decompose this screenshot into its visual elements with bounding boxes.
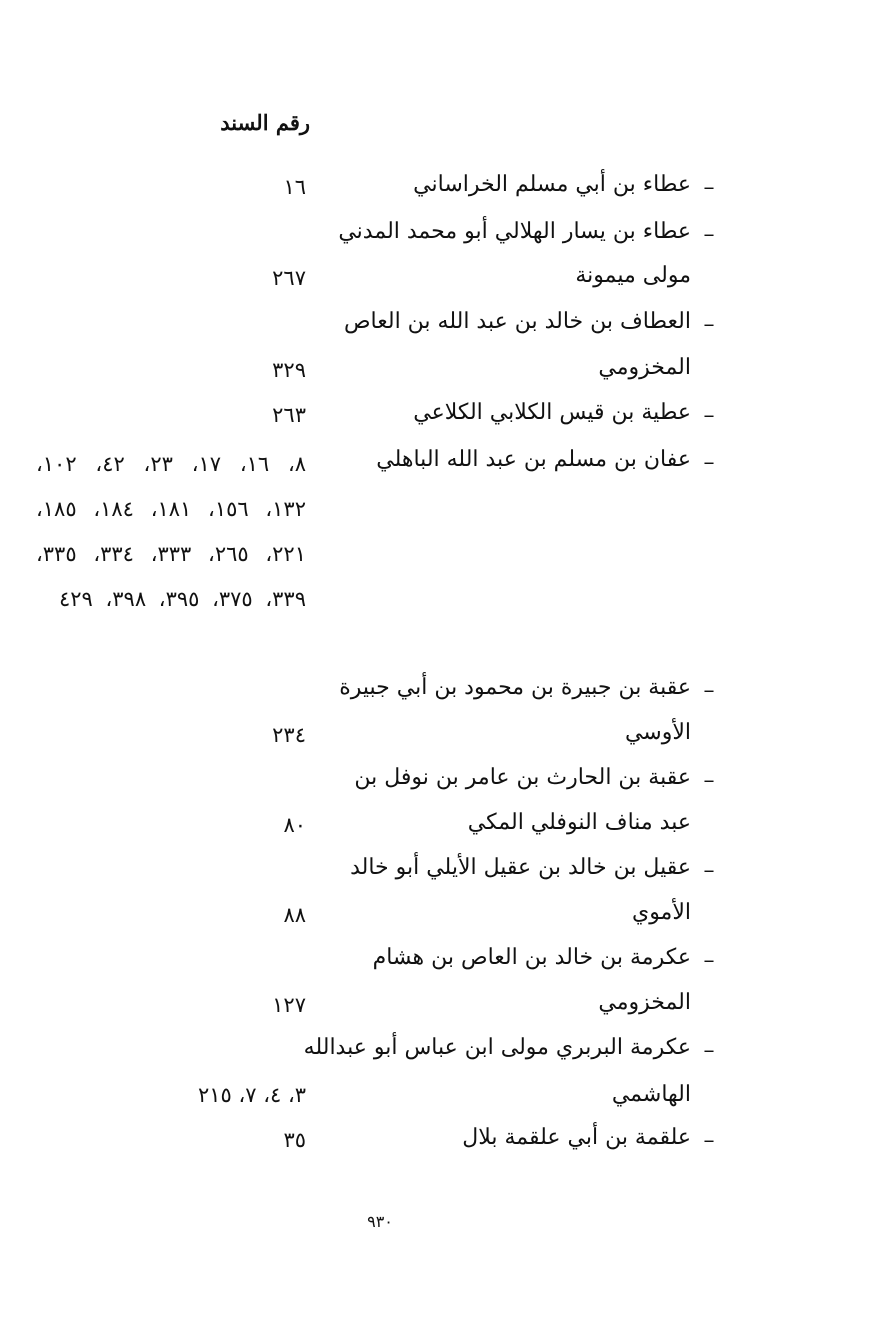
entry-dash: – xyxy=(703,222,715,247)
entry-name-line: عقبة بن الحارث بن عامر بن نوفل بن xyxy=(354,765,691,790)
entry-name-line: عكرمة البربري مولى ابن عباس أبو عبدالله xyxy=(303,1035,691,1060)
entry-dash: – xyxy=(703,175,715,200)
entry-dash: – xyxy=(703,312,715,337)
entry-refs: ٣٥ xyxy=(283,1128,306,1152)
entry-refs: ٨، ١٦، ١٧، ٢٣، ٤٢، ١٠٢، ١٣٢، ١٥٦، ١٨١، ١٨٤، ١٨٥، ٢٢١، ٢٦٥، ٣٣٣، ٣٣٤، ٣٣٥، ٣٣٩، ٣٧٥، ٣٩٥، ٣٩٨، ٤٢٩ xyxy=(36,452,307,611)
entry-refs: ٣٢٩ xyxy=(272,358,306,382)
entry-dash: – xyxy=(703,1038,715,1063)
page-number: ٩٣٠ xyxy=(367,1212,393,1231)
entry-name-line: عقبة بن جبيرة بن محمود بن أبي جبيرة xyxy=(339,675,691,700)
entry-name-line: المخزومي xyxy=(598,990,691,1015)
entry-dash: – xyxy=(703,858,715,883)
entry-name-line: عطية بن قيس الكلابي الكلاعي xyxy=(413,400,691,425)
column-header: رقم السند xyxy=(220,110,310,135)
entry-dash: – xyxy=(703,768,715,793)
entry-dash: – xyxy=(703,1128,715,1153)
entry-refs: ٢٦٣ xyxy=(272,403,306,427)
entry-name-line: العطاف بن خالد بن عبد الله بن العاص xyxy=(343,309,691,334)
entry-dash: – xyxy=(703,403,715,428)
entry-name-line: علقمة بن أبي علقمة بلال xyxy=(462,1125,691,1150)
entry-name-line: عفان بن مسلم بن عبد الله الباهلي xyxy=(376,447,691,472)
entry-refs: ٨٨ xyxy=(283,903,306,927)
entry-name-line: عطاء بن يسار الهلالي أبو محمد المدني xyxy=(338,219,691,244)
entry-refs: ٨٠ xyxy=(283,813,306,837)
entry-name-line: مولى ميمونة xyxy=(575,263,691,288)
entry-name-line: الأوسي xyxy=(624,720,691,745)
entry-refs: ١٢٧ xyxy=(272,993,306,1017)
entry-refs: ٢٦٧ xyxy=(272,266,306,290)
entry-refs: ٣، ٤، ٧، ٢١٥ xyxy=(197,1083,306,1107)
entry-name-line: عقيل بن خالد بن عقيل الأيلي أبو خالد xyxy=(350,855,691,880)
entry-name-line: عكرمة بن خالد بن العاص بن هشام xyxy=(372,945,691,970)
entry-name-line: الهاشمي xyxy=(611,1082,691,1107)
entry-dash: – xyxy=(703,678,715,703)
entry-refs: ١٦ xyxy=(283,175,306,199)
entry-refs: ٢٣٤ xyxy=(272,723,306,747)
entry-name-line: الأموي xyxy=(631,900,691,925)
entry-name-line: المخزومي xyxy=(598,355,691,380)
entry-name-line: عطاء بن أبي مسلم الخراساني xyxy=(413,172,691,197)
entry-dash: – xyxy=(703,450,715,475)
entry-name-line: عبد مناف النوفلي المكي xyxy=(467,810,691,835)
entry-dash: – xyxy=(703,948,715,973)
